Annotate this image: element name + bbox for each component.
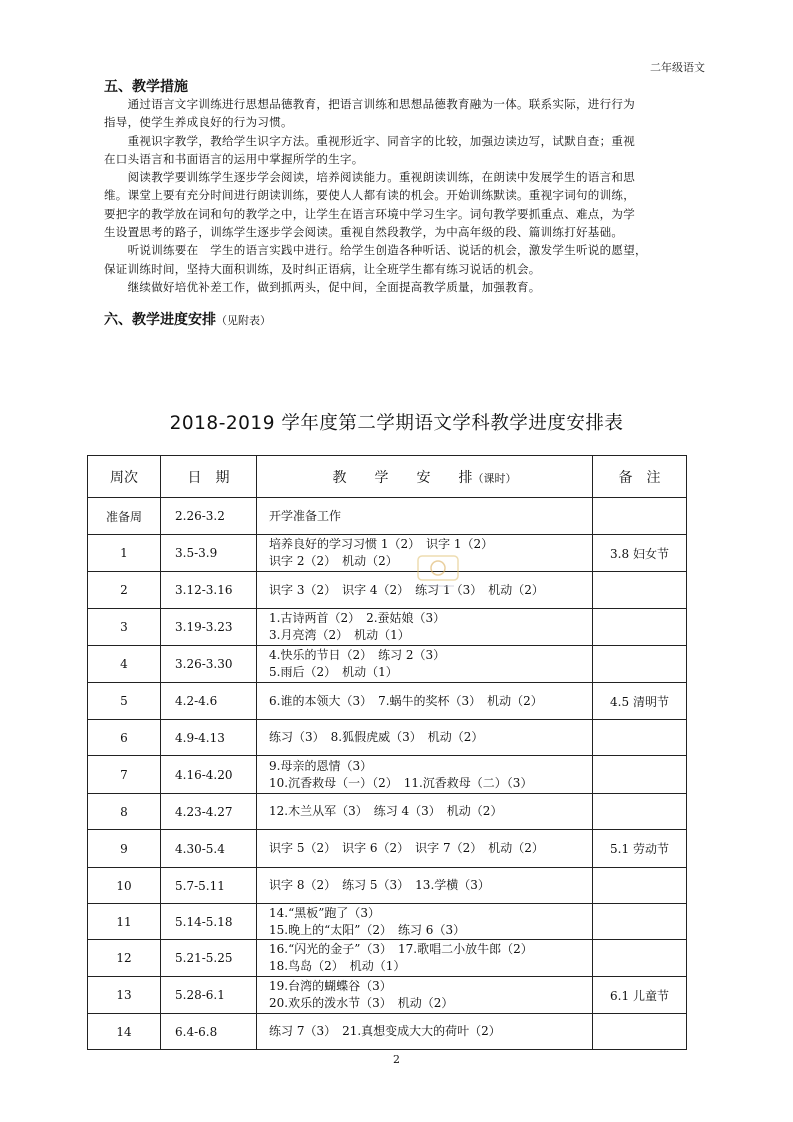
paragraph-line: 在口头语言和书面语言的运用中掌握所学的生字。 [104,151,364,166]
cell-date: 2.26-3.2 [161,498,257,535]
cell-date: 5.7-5.11 [161,868,257,904]
plan-line: 1.古诗两首（2） 2.蚕姑娘（3） [269,611,446,625]
header-week: 周次 [88,456,161,498]
section-6-title-text: 六、教学进度安排 [104,312,216,328]
paragraph-line: 生设置思考的路子，训练学生逐步学会阅读。重视自然段教学，为中高年级的段、篇训练打好基础。 [104,225,624,240]
cell-week: 14 [88,1014,161,1050]
cell-week: 5 [88,683,161,720]
schedule-row [88,756,687,794]
cell-plan [257,940,593,977]
plan-line: 4.快乐的节日（2） 练习 2（3） [269,648,446,662]
paragraph-line: 保证训练时间，坚持大面积训练，及时纠正语病，让全班学生都有练习说话的机会。 [104,261,541,276]
plan-line: 6.谁的本领大（3） 7.蜗牛的奖杯（3） 机动（2） [269,693,543,708]
cell-week: 11 [88,904,161,940]
plan-line: 识字 8（2） 练习 5（3） 13.学横（3） [269,878,490,892]
header-date: 日 期 [161,456,257,498]
section-6-title [104,309,271,329]
cell-week: 1 [88,535,161,572]
cell-plan [257,794,593,830]
plan-line: 练习（3） 8.狐假虎威（3） 机动（2） [269,730,484,744]
schedule-row [88,794,687,830]
cell-date: 5.28-6.1 [161,977,257,1014]
teaching-measures-body [104,95,700,296]
header-note: 备 注 [593,456,687,498]
cell-date: 5.21-5.25 [161,940,257,977]
cell-date: 4.23-4.27 [161,794,257,830]
cell-note [593,904,687,940]
paragraph-line: 指导，使学生养成良好的行为习惯。 [104,115,293,130]
cell-plan [257,977,593,1014]
page-number: 2 [393,1053,400,1066]
cell-date: 4.2-4.6 [161,683,257,720]
plan-line: 20.欢乐的泼水节（3） 机动（2） [269,996,454,1010]
watermark-logo [412,552,464,592]
cell-note [593,756,687,794]
cell-note: 6.1 儿童节 [593,977,687,1014]
cell-date: 3.5-3.9 [161,535,257,572]
cell-note: 5.1 劳动节 [593,830,687,868]
cell-date: 4.30-5.4 [161,830,257,868]
cell-date: 4.16-4.20 [161,756,257,794]
schedule-row [88,498,687,535]
cell-date: 5.14-5.18 [161,904,257,940]
cell-note [593,572,687,609]
header-plan [257,456,593,498]
plan-line: 5.雨后（2） 机动（1） [269,665,398,679]
cell-week: 12 [88,940,161,977]
cell-note [593,868,687,904]
plan-line: 识字 2（2） 机动（2） [269,554,398,568]
header-plan-label: 教 学 安 排 [332,469,473,486]
schedule-row [88,830,687,868]
plan-line: 3.月亮湾（2） 机动（1） [269,628,410,642]
paragraph-line: 要把字的教学放在词和句的教学之中，让学生在语言环境中学习生字。词句教学要抓重点、难点，为学 [104,206,635,221]
paragraph-line: 听说训练要在 学生的语言实践中进行。给学生创造各种听话、说话的机会，激发学生听说的愿望， [104,243,647,258]
schedule-row [88,868,687,904]
schedule-row [88,720,687,756]
cell-plan [257,683,593,720]
cell-week: 3 [88,609,161,646]
paragraph-line: 重视识字教学，教给学生识字方法。重视形近字、同音字的比较，加强边读边写，试默自查；重视 [104,133,635,148]
cell-note: 4.5 清明节 [593,683,687,720]
cell-plan [257,720,593,756]
cell-week: 7 [88,756,161,794]
cell-week: 10 [88,868,161,904]
document-header-label: 二年级语文 [650,61,705,74]
cell-note [593,646,687,683]
plan-line: 识字 3（2） 识字 4（2） 练习 1（3） 机动（2） [269,582,544,597]
plan-line: 18.鸟岛（2） 机动（1） [269,959,406,973]
header-plan-unit: （课时） [472,471,517,485]
cell-date: 3.26-3.30 [161,646,257,683]
cell-note [593,1014,687,1050]
schedule-header-row [88,456,687,498]
schedule-table [87,455,687,1050]
plan-line: 培养良好的学习习惯 1（2） 识字 1（2） [269,537,494,551]
cell-note [593,940,687,977]
cell-date: 3.12-3.16 [161,572,257,609]
schedule-row [88,646,687,683]
section-5-title: 五、教学措施 [104,79,188,95]
plan-line: 10.沉香救母（一）（2） 11.沉香救母（二）（3） [269,775,533,790]
cell-date: 6.4-6.8 [161,1014,257,1050]
cell-week: 6 [88,720,161,756]
cell-plan [257,830,593,868]
plan-line: 15.晚上的“太阳”（2） 练习 6（3） [269,922,466,937]
cell-week: 准备周 [88,498,161,535]
cell-plan [257,498,593,535]
plan-line: 9.母亲的恩情（3） [269,758,373,773]
cell-week: 13 [88,977,161,1014]
cell-week: 4 [88,646,161,683]
cell-plan [257,1014,593,1050]
schedule-row [88,1014,687,1050]
cell-plan [257,868,593,904]
cell-note [593,609,687,646]
plan-line: 12.木兰从军（3） 练习 4（3） 机动（2） [269,804,503,818]
cell-date: 3.19-3.23 [161,609,257,646]
schedule-row [88,977,687,1014]
paragraph-line: 阅读教学要训练学生逐步学会阅读，培养阅读能力。重视朗读训练，在朗读中发展学生的语言和思 [104,170,635,185]
cell-plan [257,904,593,940]
plan-line: 识字 5（2） 识字 6（2） 识字 7（2） 机动（2） [269,841,544,855]
plan-line: 19.台湾的蝴蝶谷（3） [269,979,392,993]
cell-week: 9 [88,830,161,868]
plan-line: 开学准备工作 [269,508,342,523]
cell-note: 3.8 妇女节 [593,535,687,572]
schedule-row [88,940,687,977]
cell-week: 8 [88,794,161,830]
schedule-table-title: 2018-2019 学年度第二学期语文学科教学进度安排表 [169,413,624,434]
plan-line: 14.“黑板”跑了（3） [269,905,380,920]
plan-line: 16.“闪光的金子”（3） 17.歌唱二小放牛郎（2） [269,942,533,956]
paragraph-line: 继续做好培优补差工作，做到抓两头，促中间，全面提高教学质量，加强教育。 [104,279,541,294]
schedule-row [88,683,687,720]
cell-note [593,720,687,756]
cell-plan [257,756,593,794]
cell-note [593,498,687,535]
schedule-row [88,904,687,940]
schedule-row [88,572,687,609]
cell-plan [257,646,593,683]
cell-date: 4.9-4.13 [161,720,257,756]
schedule-row [88,609,687,646]
cell-week: 2 [88,572,161,609]
cell-plan [257,609,593,646]
paragraph-line: 维。课堂上要有充分时间进行朗读训练，要使人人都有读的机会。开始训练默读。重视字词句的训练， [104,188,635,203]
plan-line: 练习 7（3） 21.真想变成大大的荷叶（2） [269,1024,501,1038]
section-6-note: （见附表） [216,314,271,327]
cell-note [593,794,687,830]
schedule-row [88,535,687,572]
paragraph-line: 通过语言文字训练进行思想品德教育，把语言训练和思想品德教育融为一体。联系实际，进行行为 [104,97,635,111]
